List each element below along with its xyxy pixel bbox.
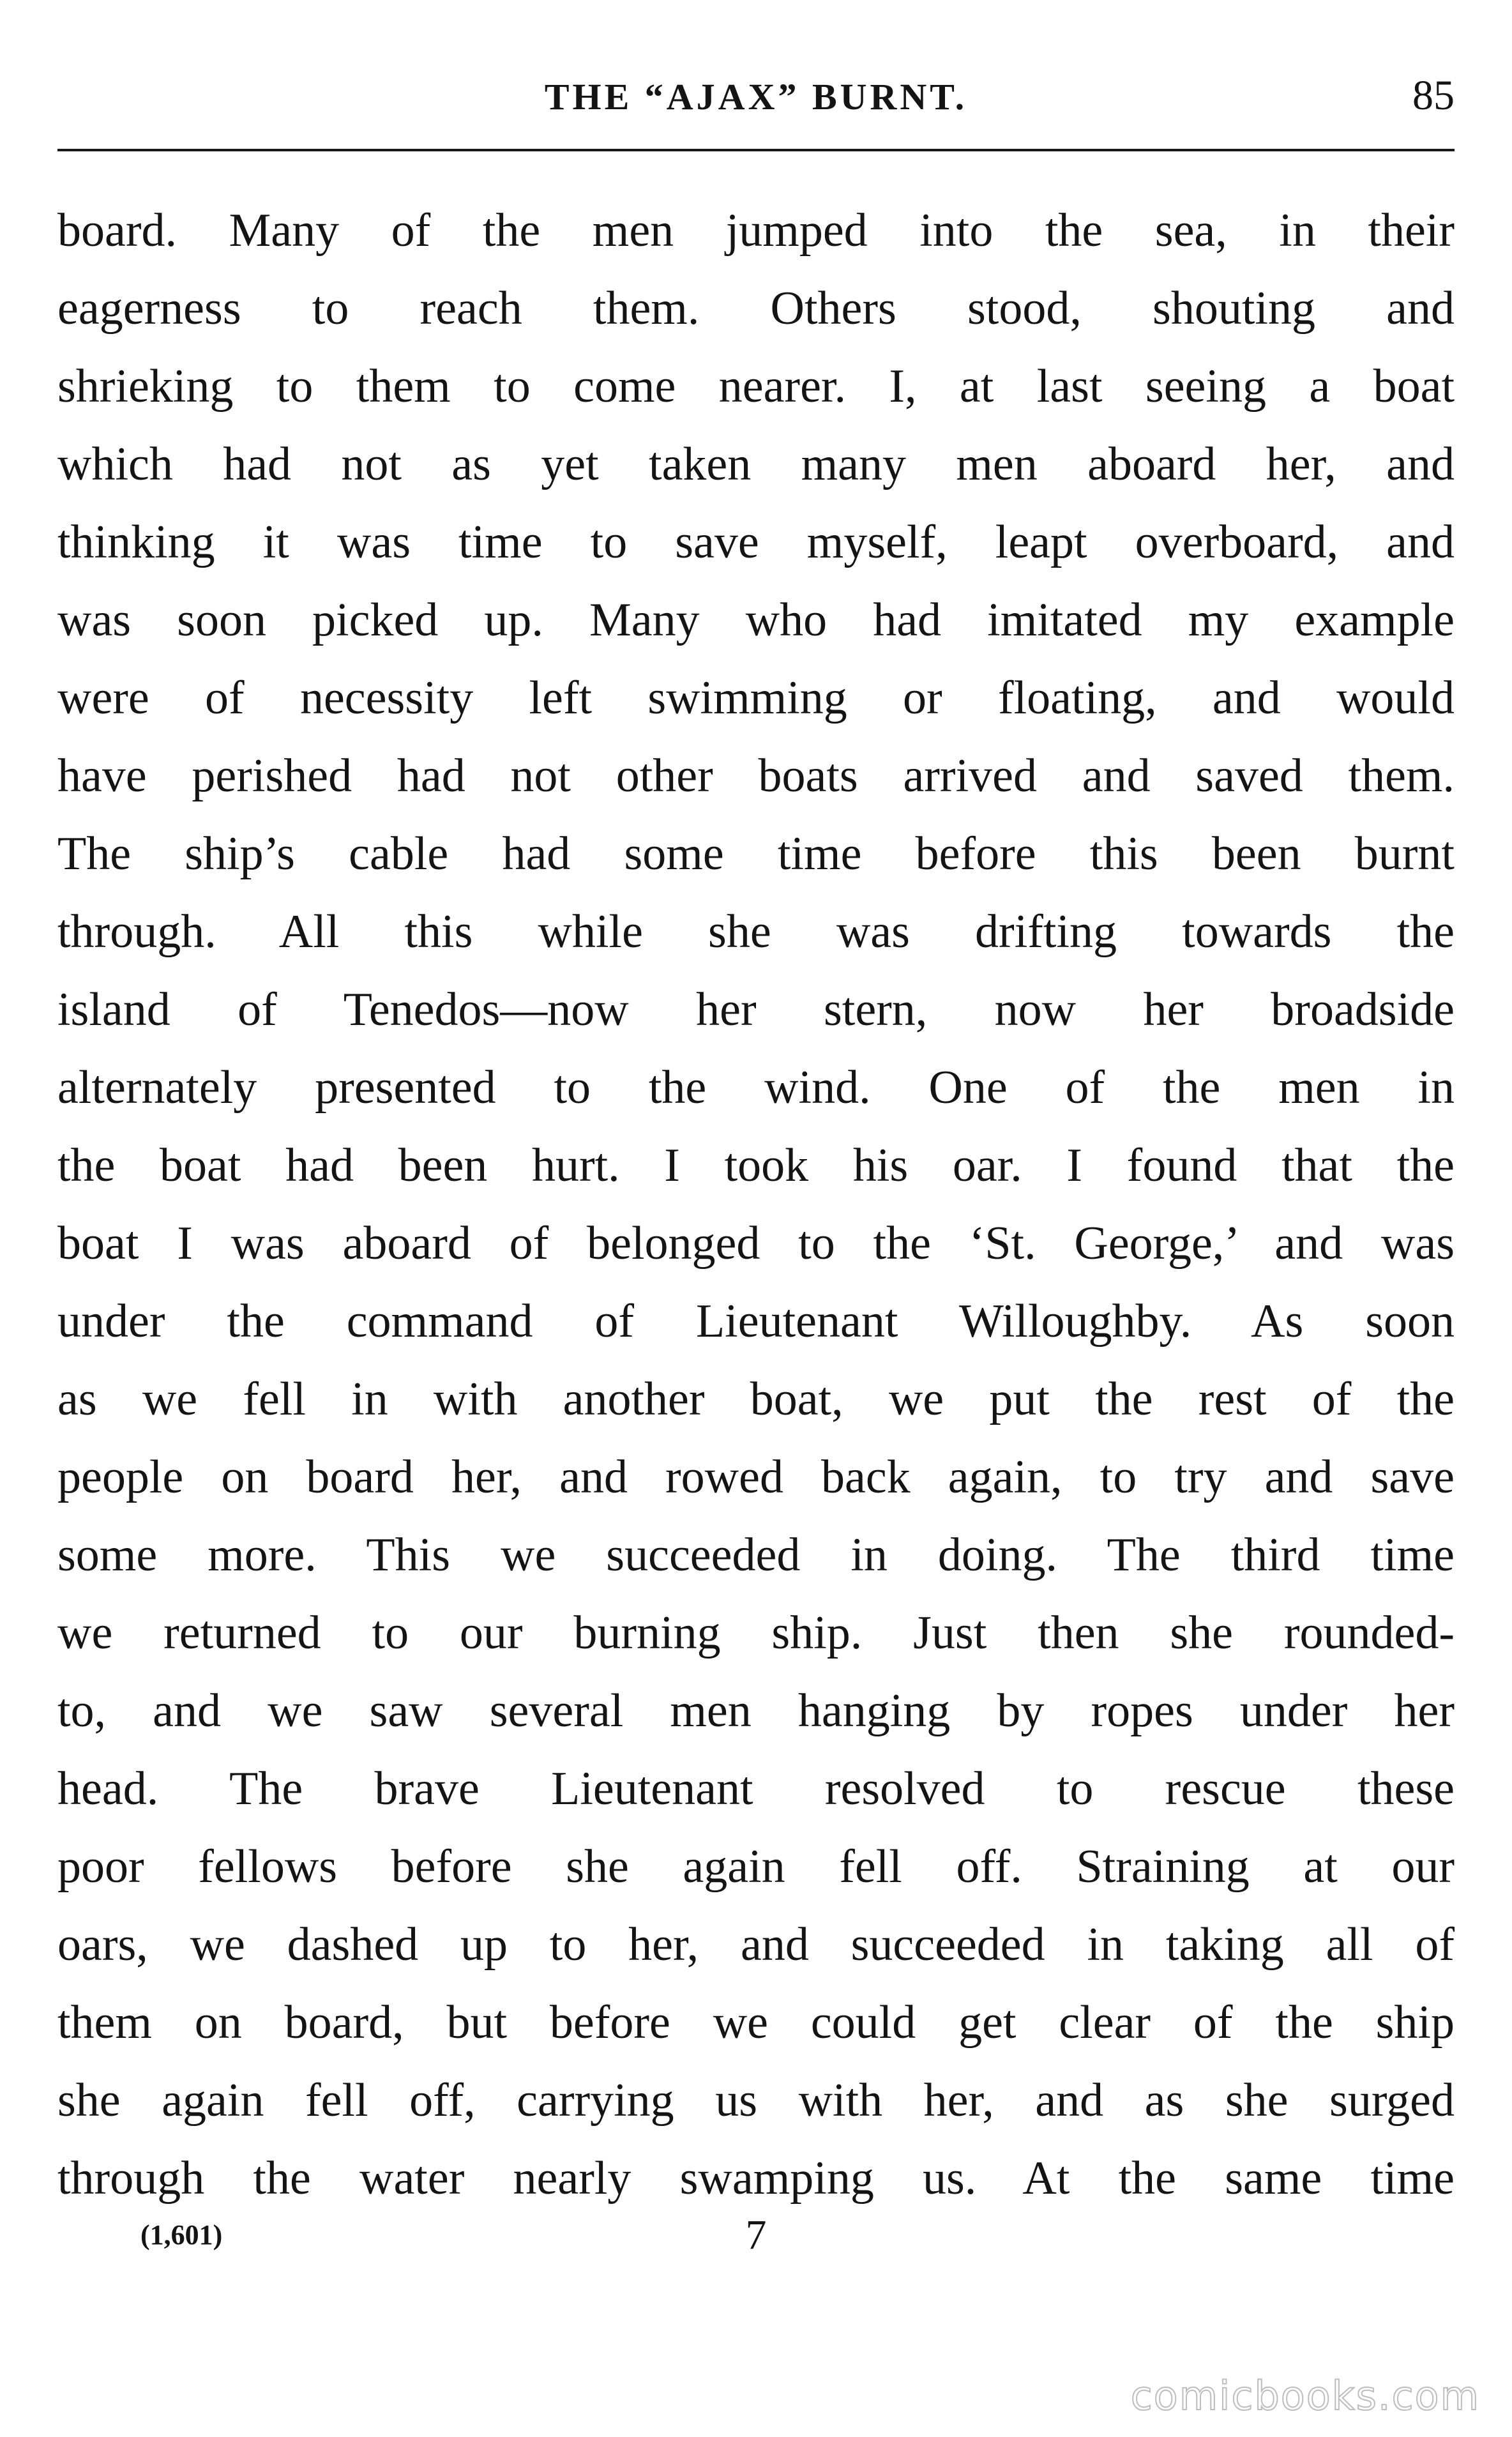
gathering-number: 7 (745, 2212, 767, 2258)
text-line: oars, we dashed up to her, and succeeded in taking all of (57, 1918, 1455, 1971)
text-line: to, and we saw several men hanging by ropes under her (57, 1685, 1455, 1737)
text-line: head. The brave Lieutenant resolved to rescue these (57, 1763, 1455, 1815)
page-footer (57, 2203, 1455, 2267)
text-line: them on board, but before we could get clear of the ship (57, 1996, 1455, 2049)
running-head (57, 64, 1455, 134)
text-line: board. Many of the men jumped into the sea, in their (57, 204, 1455, 257)
text-line: she again fell off, carrying us with her, and as she surged (57, 2074, 1455, 2127)
watermark: comicbooks.com (1130, 2372, 1480, 2419)
text-line: alternately presented to the wind. One of the men in (57, 1061, 1455, 1114)
text-line: some more. This we succeeded in doing. The third time (57, 1529, 1455, 1581)
text-line: eagerness to reach them. Others stood, shouting and (57, 282, 1455, 335)
running-title: THE “AJAX” BURNT. (544, 76, 968, 118)
text-line: through the water nearly swamping us. At the same time (57, 2152, 1455, 2205)
page-number: 85 (1412, 72, 1455, 119)
text-line: have perished had not other boats arrived and saved them. (57, 750, 1455, 802)
text-line: we returned to our burning ship. Just then she rounded- (57, 1607, 1455, 1659)
text-line: the boat had been hurt. I took his oar. I found that the (57, 1139, 1455, 1192)
text-line: people on board her, and rowed back again, to try and save (57, 1451, 1455, 1503)
text-line: shrieking to them to come nearer. I, at last seeing a boat (57, 360, 1455, 413)
text-line: through. All this while she was drifting towards the (57, 906, 1455, 958)
text-line: island of Tenedos—now her stern, now her broadside (57, 983, 1455, 1036)
body-text (57, 192, 1455, 2217)
signature-mark: (1,601) (140, 2219, 223, 2251)
text-line: as we fell in with another boat, we put the rest of the (57, 1373, 1455, 1425)
text-line: boat I was aboard of belonged to the ‘St. George,’ and was (57, 1217, 1455, 1270)
text-line: poor fellows before she again fell off. Straining at our (57, 1841, 1455, 1893)
text-line: which had not as yet taken many men aboard her, and (57, 438, 1455, 490)
text-line: The ship’s cable had some time before this been burnt (57, 828, 1455, 880)
text-line: thinking it was time to save myself, leapt overboard, and (57, 516, 1455, 568)
text-line: were of necessity left swimming or floating, and would (57, 672, 1455, 724)
text-line: was soon picked up. Many who had imitated my example (57, 594, 1455, 646)
text-line: under the command of Lieutenant Willoughby. As soon (57, 1295, 1455, 1348)
header-rule (57, 149, 1455, 151)
